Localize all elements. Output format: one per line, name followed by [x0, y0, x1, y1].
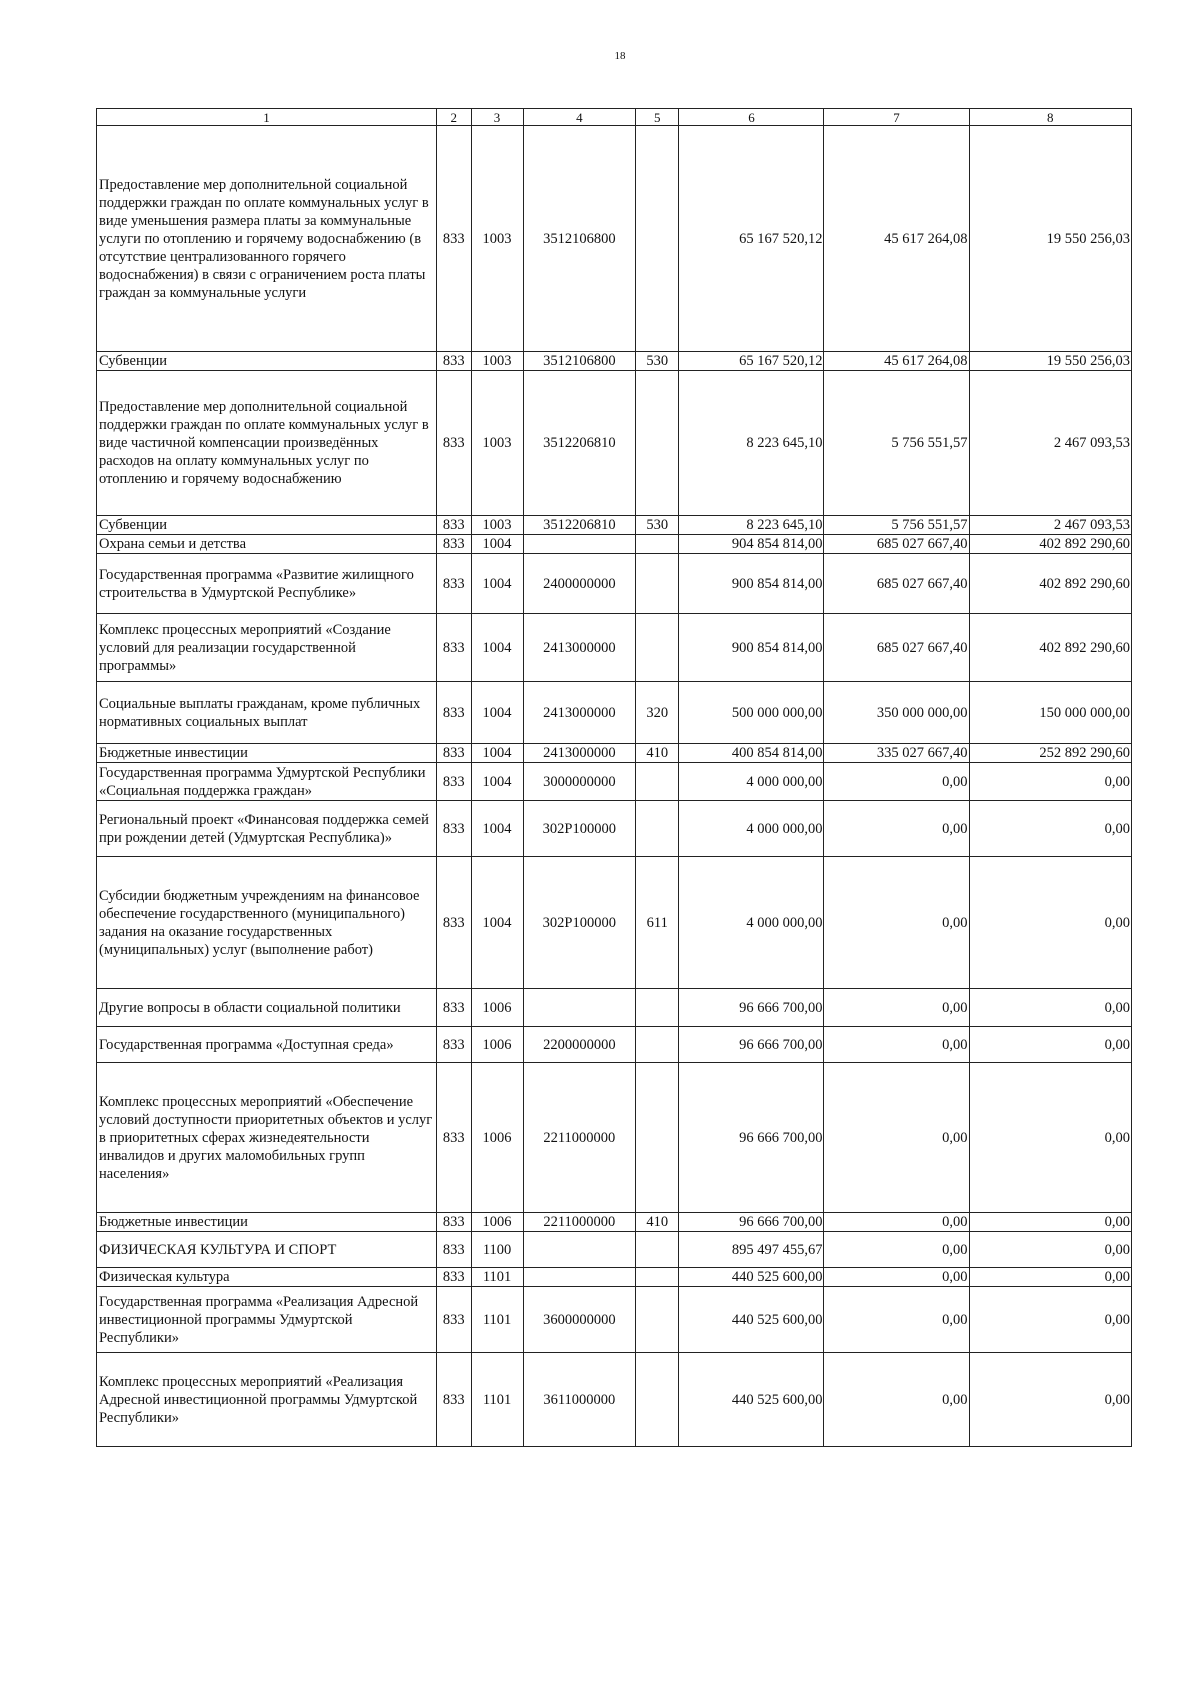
row-expense-type — [636, 1063, 679, 1213]
row-amount-col7: 45 617 264,08 — [824, 352, 969, 371]
row-amount-col7: 0,00 — [824, 1213, 969, 1232]
row-amount-col6: 96 666 700,00 — [679, 1027, 824, 1063]
row-name: Комплекс процессных мероприятий «Обеспечение условий доступности приоритетных объектов и услуг в приоритетных сферах жизнедеятельности инвалидов и других маломобильных групп населения» — [97, 1063, 437, 1213]
row-amount-col7: 685 027 667,40 — [824, 614, 969, 682]
row-amount-col6: 96 666 700,00 — [679, 1213, 824, 1232]
row-amount-col7: 0,00 — [824, 1268, 969, 1287]
row-admin-code: 833 — [436, 801, 471, 857]
row-amount-col7: 0,00 — [824, 857, 969, 989]
table-row — [97, 1063, 1132, 1213]
row-expense-type — [636, 1027, 679, 1063]
row-admin-code: 833 — [436, 535, 471, 554]
row-name: Комплекс процессных мероприятий «Создание условий для реализации государственной программы» — [97, 614, 437, 682]
row-expense-type — [636, 126, 679, 352]
row-amount-col8: 0,00 — [969, 989, 1131, 1027]
row-amount-col7: 5 756 551,57 — [824, 516, 969, 535]
row-amount-col7: 335 027 667,40 — [824, 744, 969, 763]
row-amount-col7: 5 756 551,57 — [824, 371, 969, 516]
row-section-code: 1004 — [471, 857, 523, 989]
column-number: 6 — [679, 109, 824, 126]
table-row — [97, 614, 1132, 682]
row-section-code: 1004 — [471, 554, 523, 614]
row-amount-col6: 500 000 000,00 — [679, 682, 824, 744]
row-expense-type — [636, 763, 679, 801]
row-name: Охрана семьи и детства — [97, 535, 437, 554]
row-name: Государственная программа «Реализация Адресной инвестиционной программы Удмуртской Республики» — [97, 1287, 437, 1353]
table-row — [97, 126, 1132, 352]
row-amount-col6: 900 854 814,00 — [679, 554, 824, 614]
row-target-article — [523, 989, 636, 1027]
row-admin-code: 833 — [436, 352, 471, 371]
row-amount-col6: 440 525 600,00 — [679, 1268, 824, 1287]
row-expense-type — [636, 1287, 679, 1353]
budget-table — [96, 108, 1132, 1447]
row-expense-type: 530 — [636, 352, 679, 371]
table-row — [97, 989, 1132, 1027]
row-expense-type: 410 — [636, 744, 679, 763]
row-admin-code: 833 — [436, 857, 471, 989]
row-amount-col6: 65 167 520,12 — [679, 352, 824, 371]
row-admin-code: 833 — [436, 744, 471, 763]
row-amount-col8: 2 467 093,53 — [969, 516, 1131, 535]
row-amount-col8: 252 892 290,60 — [969, 744, 1131, 763]
row-amount-col8: 0,00 — [969, 1353, 1131, 1447]
row-amount-col6: 65 167 520,12 — [679, 126, 824, 352]
row-section-code: 1006 — [471, 1027, 523, 1063]
table-row — [97, 516, 1132, 535]
row-admin-code: 833 — [436, 1213, 471, 1232]
row-section-code: 1004 — [471, 535, 523, 554]
row-amount-col7: 685 027 667,40 — [824, 535, 969, 554]
row-amount-col6: 4 000 000,00 — [679, 801, 824, 857]
row-section-code: 1100 — [471, 1232, 523, 1268]
row-amount-col7: 45 617 264,08 — [824, 126, 969, 352]
table-row — [97, 1232, 1132, 1268]
row-target-article — [523, 1268, 636, 1287]
row-admin-code: 833 — [436, 989, 471, 1027]
row-amount-col7: 350 000 000,00 — [824, 682, 969, 744]
table-row — [97, 857, 1132, 989]
row-name: Региональный проект «Финансовая поддержка семей при рождении детей (Удмуртская Республика)» — [97, 801, 437, 857]
row-amount-col8: 2 467 093,53 — [969, 371, 1131, 516]
row-name: Комплекс процессных мероприятий «Реализация Адресной инвестиционной программы Удмуртской Республики» — [97, 1353, 437, 1447]
column-number-row — [97, 109, 1132, 126]
row-admin-code: 833 — [436, 1353, 471, 1447]
column-number: 8 — [969, 109, 1131, 126]
row-amount-col6: 96 666 700,00 — [679, 1063, 824, 1213]
row-amount-col7: 0,00 — [824, 1027, 969, 1063]
row-name: Субсидии бюджетным учреждениям на финансовое обеспечение государственного (муниципального) задания на оказание государственных (муниципальных) услуг (выполнение работ) — [97, 857, 437, 989]
row-amount-col6: 904 854 814,00 — [679, 535, 824, 554]
row-target-article: 2413000000 — [523, 744, 636, 763]
row-admin-code: 833 — [436, 126, 471, 352]
row-section-code: 1004 — [471, 763, 523, 801]
row-target-article: 3000000000 — [523, 763, 636, 801]
table-row — [97, 682, 1132, 744]
row-expense-type — [636, 1353, 679, 1447]
table-row — [97, 1353, 1132, 1447]
row-amount-col7: 0,00 — [824, 763, 969, 801]
row-expense-type — [636, 801, 679, 857]
row-section-code: 1003 — [471, 371, 523, 516]
row-section-code: 1006 — [471, 1063, 523, 1213]
table-row — [97, 1027, 1132, 1063]
row-target-article: 3600000000 — [523, 1287, 636, 1353]
row-amount-col8: 0,00 — [969, 1268, 1131, 1287]
row-target-article: 302Р100000 — [523, 857, 636, 989]
row-section-code: 1004 — [471, 614, 523, 682]
row-amount-col8: 0,00 — [969, 1027, 1131, 1063]
row-section-code: 1101 — [471, 1353, 523, 1447]
row-name: Государственная программа «Развитие жилищного строительства в Удмуртской Республике» — [97, 554, 437, 614]
row-section-code: 1003 — [471, 516, 523, 535]
column-number: 4 — [523, 109, 636, 126]
row-name: Бюджетные инвестиции — [97, 744, 437, 763]
row-amount-col8: 0,00 — [969, 763, 1131, 801]
row-section-code: 1003 — [471, 126, 523, 352]
row-expense-type: 320 — [636, 682, 679, 744]
row-admin-code: 833 — [436, 516, 471, 535]
row-admin-code: 833 — [436, 682, 471, 744]
row-admin-code: 833 — [436, 614, 471, 682]
row-admin-code: 833 — [436, 763, 471, 801]
row-expense-type: 530 — [636, 516, 679, 535]
row-amount-col6: 440 525 600,00 — [679, 1287, 824, 1353]
table-row — [97, 1268, 1132, 1287]
row-expense-type: 611 — [636, 857, 679, 989]
table-row — [97, 763, 1132, 801]
row-section-code: 1004 — [471, 682, 523, 744]
row-target-article: 302Р100000 — [523, 801, 636, 857]
row-expense-type — [636, 989, 679, 1027]
row-section-code: 1003 — [471, 352, 523, 371]
row-amount-col6: 8 223 645,10 — [679, 371, 824, 516]
row-section-code: 1101 — [471, 1268, 523, 1287]
row-name: Физическая культура — [97, 1268, 437, 1287]
row-target-article — [523, 1232, 636, 1268]
row-target-article: 2400000000 — [523, 554, 636, 614]
table-row — [97, 801, 1132, 857]
row-admin-code: 833 — [436, 1287, 471, 1353]
row-name: Предоставление мер дополнительной социальной поддержки граждан по оплате коммунальных услуг в виде уменьшения размера платы за коммунальные услуги по отоплению и горячему водоснабжению (в отсутствие централизованного горячего водоснабжения) в связи с ограничением роста платы граждан за коммунальные услуги — [97, 126, 437, 352]
row-target-article: 2211000000 — [523, 1213, 636, 1232]
table-row — [97, 352, 1132, 371]
row-section-code: 1006 — [471, 989, 523, 1027]
row-target-article: 3512106800 — [523, 126, 636, 352]
row-target-article: 2200000000 — [523, 1027, 636, 1063]
table-row — [97, 744, 1132, 763]
row-section-code: 1101 — [471, 1287, 523, 1353]
row-expense-type — [636, 614, 679, 682]
row-target-article: 2413000000 — [523, 614, 636, 682]
row-admin-code: 833 — [436, 554, 471, 614]
row-expense-type — [636, 535, 679, 554]
row-amount-col8: 0,00 — [969, 1287, 1131, 1353]
row-target-article: 2211000000 — [523, 1063, 636, 1213]
column-number: 1 — [97, 109, 437, 126]
row-amount-col7: 0,00 — [824, 801, 969, 857]
row-name: Предоставление мер дополнительной социальной поддержки граждан по оплате коммунальных услуг в виде частичной компенсации произведённых расходов на оплату коммунальных услуг по отоплению и горячему водоснабжению — [97, 371, 437, 516]
table-row — [97, 1287, 1132, 1353]
row-target-article: 2413000000 — [523, 682, 636, 744]
row-expense-type — [636, 1268, 679, 1287]
column-number: 5 — [636, 109, 679, 126]
row-name: Государственная программа Удмуртской Республики «Социальная поддержка граждан» — [97, 763, 437, 801]
row-amount-col7: 0,00 — [824, 1287, 969, 1353]
row-amount-col6: 96 666 700,00 — [679, 989, 824, 1027]
page-number: 18 — [614, 50, 626, 62]
row-section-code: 1004 — [471, 801, 523, 857]
table-row — [97, 554, 1132, 614]
row-target-article: 3512106800 — [523, 352, 636, 371]
row-amount-col8: 0,00 — [969, 1063, 1131, 1213]
row-amount-col6: 4 000 000,00 — [679, 763, 824, 801]
row-amount-col7: 0,00 — [824, 1232, 969, 1268]
row-admin-code: 833 — [436, 1268, 471, 1287]
row-amount-col8: 0,00 — [969, 1232, 1131, 1268]
row-amount-col8: 402 892 290,60 — [969, 535, 1131, 554]
row-amount-col8: 402 892 290,60 — [969, 554, 1131, 614]
row-name: Субвенции — [97, 516, 437, 535]
row-expense-type — [636, 554, 679, 614]
column-number: 3 — [471, 109, 523, 126]
row-amount-col8: 150 000 000,00 — [969, 682, 1131, 744]
table-row — [97, 1213, 1132, 1232]
row-amount-col6: 400 854 814,00 — [679, 744, 824, 763]
row-name: ФИЗИЧЕСКАЯ КУЛЬТУРА И СПОРТ — [97, 1232, 437, 1268]
row-name: Другие вопросы в области социальной политики — [97, 989, 437, 1027]
row-amount-col6: 440 525 600,00 — [679, 1353, 824, 1447]
row-amount-col8: 402 892 290,60 — [969, 614, 1131, 682]
row-name: Государственная программа «Доступная среда» — [97, 1027, 437, 1063]
row-admin-code: 833 — [436, 1027, 471, 1063]
row-amount-col8: 0,00 — [969, 1213, 1131, 1232]
row-target-article — [523, 535, 636, 554]
row-name: Бюджетные инвестиции — [97, 1213, 437, 1232]
column-number: 7 — [824, 109, 969, 126]
row-expense-type — [636, 1232, 679, 1268]
column-number: 2 — [436, 109, 471, 126]
row-admin-code: 833 — [436, 371, 471, 516]
row-amount-col7: 0,00 — [824, 989, 969, 1027]
row-admin-code: 833 — [436, 1063, 471, 1213]
row-name: Субвенции — [97, 352, 437, 371]
row-expense-type — [636, 371, 679, 516]
row-section-code: 1006 — [471, 1213, 523, 1232]
row-target-article: 3512206810 — [523, 516, 636, 535]
row-amount-col6: 8 223 645,10 — [679, 516, 824, 535]
row-amount-col7: 685 027 667,40 — [824, 554, 969, 614]
row-section-code: 1004 — [471, 744, 523, 763]
row-target-article: 3611000000 — [523, 1353, 636, 1447]
row-amount-col8: 0,00 — [969, 801, 1131, 857]
row-target-article: 3512206810 — [523, 371, 636, 516]
row-name: Социальные выплаты гражданам, кроме публичных нормативных социальных выплат — [97, 682, 437, 744]
budget-table-container — [96, 108, 1132, 1447]
row-amount-col6: 895 497 455,67 — [679, 1232, 824, 1268]
row-amount-col6: 4 000 000,00 — [679, 857, 824, 989]
table-row — [97, 371, 1132, 516]
row-amount-col8: 0,00 — [969, 857, 1131, 989]
row-amount-col6: 900 854 814,00 — [679, 614, 824, 682]
table-row — [97, 535, 1132, 554]
row-amount-col8: 19 550 256,03 — [969, 352, 1131, 371]
row-amount-col8: 19 550 256,03 — [969, 126, 1131, 352]
row-amount-col7: 0,00 — [824, 1063, 969, 1213]
row-amount-col7: 0,00 — [824, 1353, 969, 1447]
row-expense-type: 410 — [636, 1213, 679, 1232]
row-admin-code: 833 — [436, 1232, 471, 1268]
